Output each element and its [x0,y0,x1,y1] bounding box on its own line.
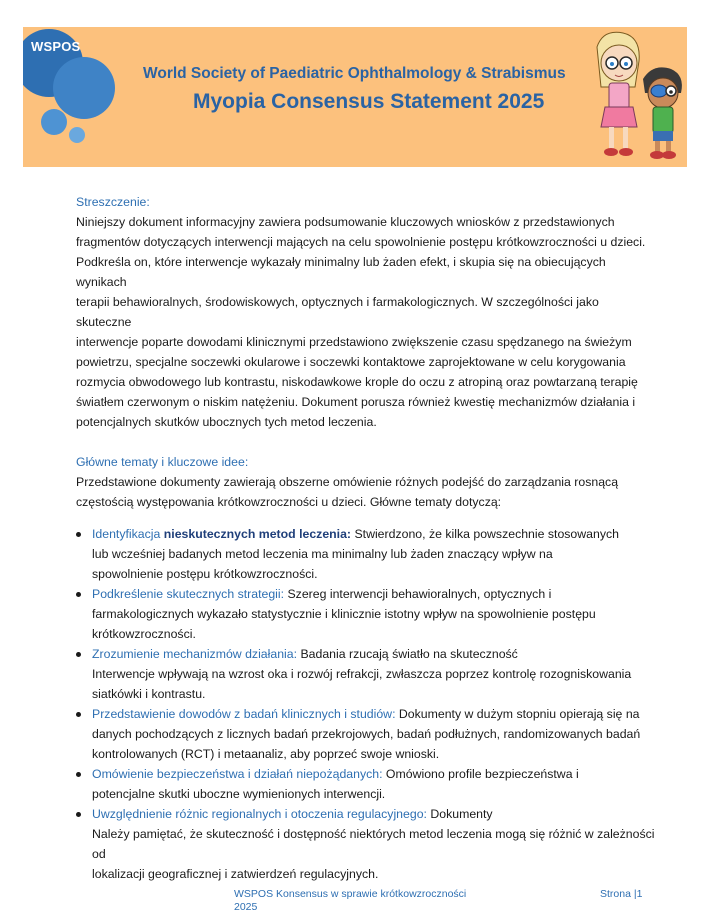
bullet-text: danych pochodzących z licznych badań przekrojowych, badań podłużnych, randomizowanych badań [92,727,641,741]
bullet-text: Szereg interwencji behawioralnych, optycznych i [284,587,552,601]
summary-line: fragmentów dotyczących interwencji mających na celu spowolnienie postępu krótkowzroczności u dzieci. [76,235,646,249]
summary-line: powietrzu, specjalne soczewki okularowe i soczewki kontaktowe zaprojektowane w celu korygowania [76,355,626,369]
bullet-lead: Zrozumienie mechanizmów działania: [92,647,298,661]
summary-line: rozmycia obwodowego lub kontrastu, niskodawkowe krople do oczu z atropiną oraz powtarzaną terapię [76,375,638,389]
topics-heading: Główne tematy i kluczowe idee: [76,455,249,469]
logo-text: WSPOS [31,39,81,54]
bullet-text: Interwencje wpływają na wzrost oka i rozwój refrakcji, zwłaszcza poprzez kontrolę rozogniskowania [92,667,632,681]
bullet-text: kontrolowanych (RCT) i metaanaliz, aby poprzeć swoje wnioski. [92,747,440,761]
footer-title: WSPOS Konsensus w sprawie krótkowzroczności [234,888,467,900]
document-body [76,192,656,884]
bullet-lead-bold: nieskutecznych metod leczenia: [163,527,352,541]
bullet-lead: Identyfikacja [92,527,164,541]
bullet-dot [76,812,81,817]
summary-line: terapii behawioralnych, środowiskowych, optycznych i farmakologicznych. W szczególności jako skuteczne [76,295,599,329]
bullet-dot [76,712,81,717]
boy-figure [643,67,682,159]
topics-intro-line: częstością występowania krótkowzroczności u dzieci. Główne tematy dotyczą: [76,495,502,509]
organization-name: World Society of Paediatric Ophthalmology & Strabismus [143,65,566,82]
bullet-text: Dokumenty [426,807,493,821]
topics-intro [76,472,656,512]
bullet-text: lub wcześniej badanych metod leczenia ma minimalny lub żaden znaczący wpływ na [92,547,553,561]
topics-intro-line: Przedstawione dokumenty zawierają obszerne omówienie różnych podejść do zarządzania rosnącą [76,475,619,489]
bullet-dot [76,532,81,537]
bullet-item [76,644,656,704]
bullet-text: lokalizacji geograficznej i zatwierdzeń regulacyjnych. [92,867,379,881]
summary-line: interwencje poparte dowodami klinicznymi przedstawiono zwiększenie czasu spędzanego na świeżym [76,335,632,349]
summary-line: Podkreśla on, które interwencje wykazały minimalny lub żaden efekt, i skupia się na obiecujących wynikach [76,255,606,289]
bullet-text: Omówiono profile bezpieczeństwa i [382,767,579,781]
bullet-text: Stwierdzono, że kilka powszechnie stosowanych [351,527,619,541]
bullet-item [76,584,656,644]
summary-heading: Streszczenie: [76,195,150,209]
bullet-item [76,704,656,764]
bullet-text: potencjalne skutki uboczne wymienionych interwencji. [92,787,386,801]
bullet-dot [76,652,81,657]
cartoon-children-illustration [583,27,687,167]
bullet-text: krótkowzroczności. [92,627,196,641]
page-number: Strona |1 [600,888,643,900]
bullet-dot [76,592,81,597]
bullet-text: farmakologicznych wykazało statystycznie i klinicznie istotny wpływ na spowolnienie postępu [92,607,596,621]
summary-line: potencjalnych skutków ubocznych tych metod leczenia. [76,415,377,429]
bullet-text: Należy pamiętać, że skuteczność i dostępność niektórych metod leczenia mogą się różnić w zależności od [92,827,655,861]
girl-figure [597,32,639,156]
summary-line: światłem czerwonym o niskim natężeniu. Dokument porusza również kwestię mechanizmów działania i [76,395,636,409]
bullet-text: spowolnienie postępu krótkowzroczności. [92,567,318,581]
summary-paragraph [76,212,656,432]
bullet-text: Badania rzucają światło na skuteczność [297,647,518,661]
logo-circle-tiny [69,127,85,143]
bullet-item [76,804,656,884]
footer-document-name [234,888,494,914]
header-banner [23,27,687,167]
topics-bullet-list [76,524,656,884]
bullet-text: Dokumenty w dużym stopniu opierają się na [395,707,640,721]
bullet-text: siatkówki i kontrastu. [92,687,206,701]
bullet-dot [76,772,81,777]
bullet-item [76,764,656,804]
bullet-lead: Uwzględnienie różnic regionalnych i otoczenia regulacyjnego: [92,807,427,821]
logo-circle-small [41,109,67,135]
bullet-lead: Przedstawienie dowodów z badań klinicznych i studiów: [92,707,396,721]
footer-year: 2025 [234,901,258,913]
bullet-lead: Podkreślenie skutecznych strategii: [92,587,285,601]
summary-line: Niniejszy dokument informacyjny zawiera podsumowanie kluczowych wniosków z przedstawionych [76,215,615,229]
bullet-item [76,524,656,584]
logo-circle-medium [53,57,115,119]
bullet-lead: Omówienie bezpieczeństwa i działań niepożądanych: [92,767,383,781]
document-title: Myopia Consensus Statement 2025 [193,90,545,113]
